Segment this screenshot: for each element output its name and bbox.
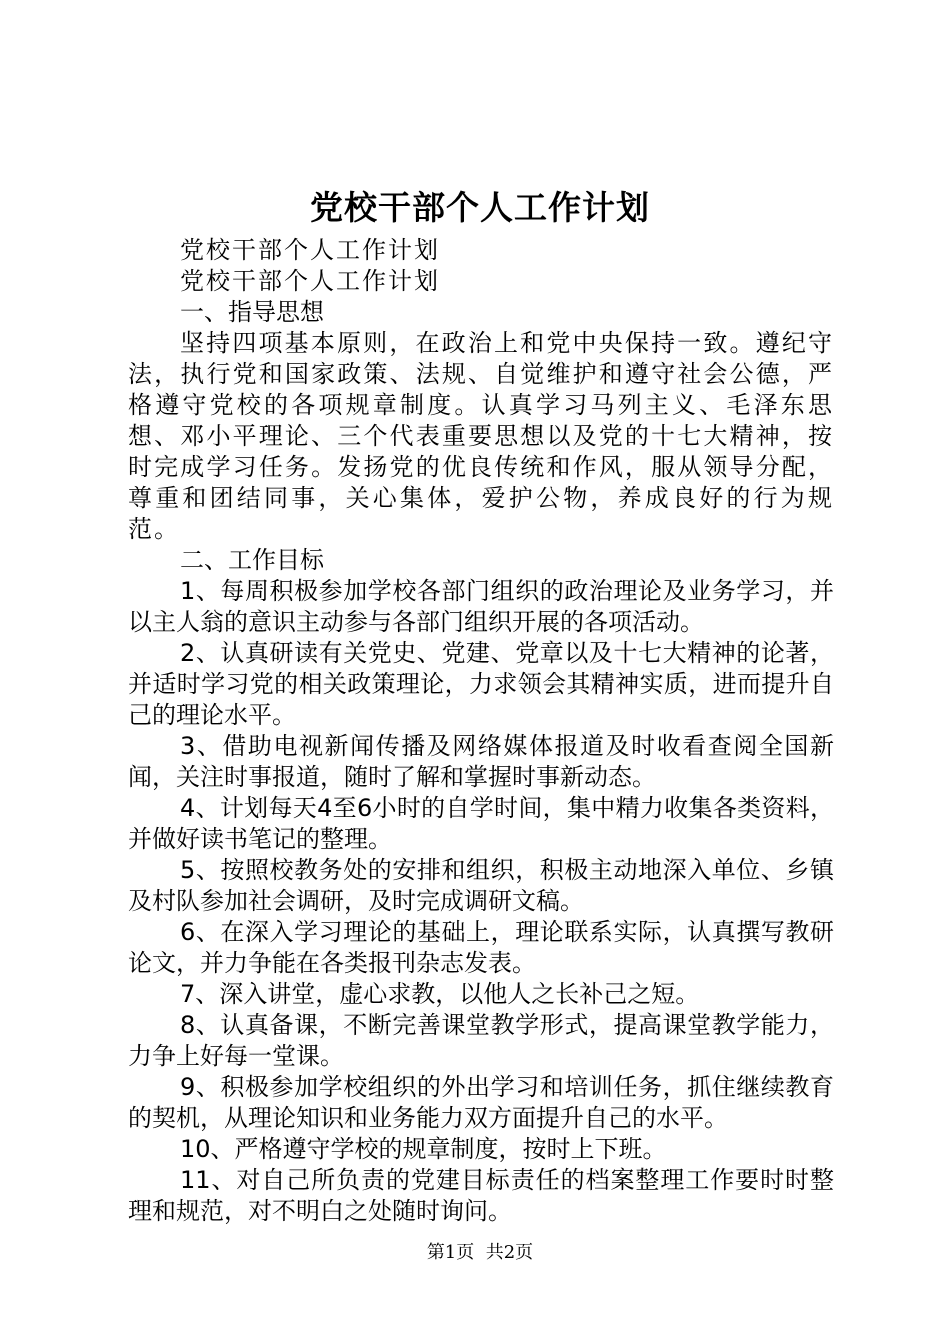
goal-item: 8、认真备课，不断完善课堂教学形式，提高课堂教学能力，力争上好每一堂课。 (128, 1011, 834, 1070)
document-title: 党校干部个人工作计划 (310, 188, 650, 227)
goal-item: 7、深入讲堂，虚心求教，以他人之长补己之短。 (180, 980, 700, 1008)
goal-item: 3、借助电视新闻传播及网络媒体报道及时收看查阅全国新闻，关注时事报道，随时了解和掌握时事新动态。 (128, 732, 834, 791)
subtitle-line: 党校干部个人工作计划 (180, 236, 440, 264)
body-paragraph: 坚持四项基本原则，在政治上和党中央保持一致。遵纪守法，执行党和国家政策、法规、自觉维护和遵守社会公德，严格遵守党校的各项规章制度。认真学习马列主义、毛泽东思想、邓小平理论、三个代表重要思想以及党的十七大精神，按时完成学习任务。发扬党的优良传统和作风，服从领导分配，尊重和团结同事，关心集体，爱护公物，养成良好的行为规范。 (128, 329, 834, 543)
section-heading: 一、指导思想 (180, 298, 324, 326)
goal-item: 11、对自己所负责的党建目标责任的档案整理工作要时时整理和规范，对不明白之处随时询问。 (128, 1166, 834, 1225)
goal-item: 10、严格遵守学校的规章制度，按时上下班。 (180, 1135, 667, 1163)
page-number: 第1页 共2页 (426, 1242, 534, 1263)
goal-item: 6、在深入学习理论的基础上，理论联系实际，认真撰写教研论文，并力争能在各类报刊杂志发表。 (128, 918, 834, 977)
subtitle-line: 党校干部个人工作计划 (180, 267, 440, 295)
section-heading: 二、工作目标 (180, 546, 324, 574)
goal-item: 5、按照校教务处的安排和组织，积极主动地深入单位、乡镇及村队参加社会调研，及时完成调研文稿。 (128, 856, 834, 915)
goal-item: 1、每周积极参加学校各部门组织的政治理论及业务学习，并以主人翁的意识主动参与各部门组织开展的各项活动。 (128, 577, 834, 636)
goal-item: 9、积极参加学校组织的外出学习和培训任务，抓住继续教育的契机，从理论知识和业务能力双方面提升自己的水平。 (128, 1073, 834, 1132)
goal-item: 4、计划每天4至6小时的自学时间，集中精力收集各类资料，并做好读书笔记的整理。 (128, 794, 834, 853)
document-body (128, 235, 834, 1227)
goal-item: 2、认真研读有关党史、党建、党章以及十七大精神的论著，并适时学习党的相关政策理论，力求领会其精神实质，进而提升自己的理论水平。 (128, 639, 834, 729)
page-footer (0, 1241, 950, 1265)
